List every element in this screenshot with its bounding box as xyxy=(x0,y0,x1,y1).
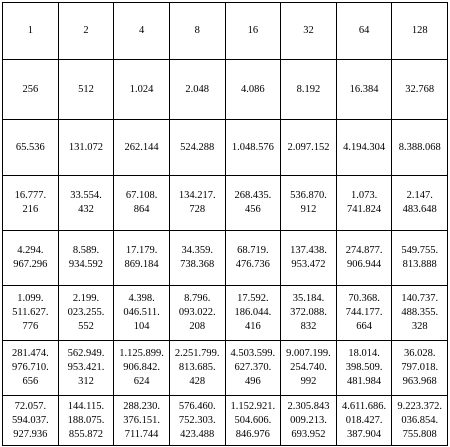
cell-text-line: 934.592 xyxy=(68,259,103,270)
table-cell xyxy=(3,60,59,120)
table-row xyxy=(3,176,448,231)
cell-text-line: 456 xyxy=(244,204,261,215)
cell-text-line: 576.460. xyxy=(178,400,216,412)
cell-text-line: 864 xyxy=(133,204,150,215)
table-cell xyxy=(392,176,448,231)
cell-text-line: 35.184. xyxy=(292,293,325,304)
cell-text-line: 2.305.843 xyxy=(287,400,330,412)
cell-text-line: 2.048 xyxy=(185,83,209,95)
cell-text-line: 33.554. xyxy=(70,190,102,201)
cell-text-line: 8.589. xyxy=(72,245,100,256)
table-cell xyxy=(225,286,281,341)
table-cell xyxy=(114,120,170,176)
cell-text-line: 70.368. xyxy=(348,293,380,304)
cell-text-line: 711.744 xyxy=(124,428,159,440)
cell-text-line: 208 xyxy=(189,321,206,332)
table-cell xyxy=(169,231,225,286)
cell-text-line: 018.427. xyxy=(345,414,383,426)
cell-text-line: 594.037. xyxy=(11,414,49,426)
cell-text-line: 186.044. xyxy=(234,307,272,318)
cell-text-line: 36.028. xyxy=(403,348,436,359)
cell-text-line: 2.199. xyxy=(72,293,100,304)
table-cell xyxy=(225,60,281,120)
cell-text-line: 624 xyxy=(133,376,150,387)
cell-text-line: 274.877. xyxy=(345,245,383,256)
cell-text-line: 17.592. xyxy=(237,293,269,304)
cell-text-line: 16.384 xyxy=(349,83,379,95)
cell-text-line: 869.184 xyxy=(124,259,159,270)
cell-text-line: 104 xyxy=(133,321,150,332)
cell-text-line: 188.075. xyxy=(67,414,105,426)
cell-text-line: 32.768 xyxy=(405,83,435,95)
cell-text-line: 627.370. xyxy=(234,362,272,373)
cell-text-line: 376.151. xyxy=(123,414,160,426)
cell-text-line: 2 xyxy=(83,25,89,36)
cell-text-line: 855.872 xyxy=(68,428,103,440)
cell-text-line: 2.097.152 xyxy=(287,141,330,153)
table-cell xyxy=(336,286,392,341)
table-cell xyxy=(114,60,170,120)
cell-text-line: 738.368 xyxy=(180,259,215,270)
table-cell xyxy=(225,231,281,286)
cell-text-line: 2.251.799. xyxy=(174,348,220,359)
cell-text-line: 524.288 xyxy=(180,141,215,153)
cell-text-line: 16.777. xyxy=(14,190,47,201)
cell-text-line: 741.824 xyxy=(347,204,382,215)
table-cell xyxy=(3,341,59,396)
table-cell xyxy=(336,396,392,446)
cell-text-line: 256 xyxy=(22,83,39,95)
cell-text-line: 832 xyxy=(300,321,317,332)
cell-text-line: 846.976 xyxy=(235,428,270,440)
cell-text-line: 416 xyxy=(244,321,261,332)
cell-text-line: 1.073. xyxy=(350,190,378,201)
cell-text-line: 664 xyxy=(356,321,372,332)
cell-text-line: 144.115. xyxy=(67,400,105,412)
cell-text-line: 4.398. xyxy=(128,293,155,304)
cell-text-line: 423.488 xyxy=(180,428,215,440)
table-cell xyxy=(58,120,114,176)
table-cell xyxy=(3,3,59,60)
table-cell xyxy=(58,176,114,231)
table-cell xyxy=(336,60,392,120)
cell-text-line: 496 xyxy=(244,376,261,387)
table-cell xyxy=(169,3,225,60)
cell-text-line: 432 xyxy=(78,204,94,215)
table-cell xyxy=(58,341,114,396)
table-cell xyxy=(281,341,337,396)
cell-text-line: 992 xyxy=(300,376,317,387)
table-row xyxy=(3,341,448,396)
cell-text-line: 8.796. xyxy=(184,293,211,304)
cell-text-line: 552 xyxy=(78,321,94,332)
table-cell xyxy=(281,120,337,176)
cell-text-line: 254.740. xyxy=(290,362,327,373)
table-cell xyxy=(114,231,170,286)
cell-text-line: 281.474. xyxy=(11,348,49,359)
table-row xyxy=(3,120,448,176)
table-cell xyxy=(281,176,337,231)
table-cell xyxy=(281,231,337,286)
cell-text-line: 1.152.921. xyxy=(230,400,276,412)
cell-text-line: 140.737. xyxy=(401,293,439,304)
cell-text-line: 813.685. xyxy=(178,362,216,373)
table-cell xyxy=(58,286,114,341)
table-cell xyxy=(3,176,59,231)
cell-text-line: 268.435. xyxy=(234,190,272,201)
cell-text-line: 4 xyxy=(138,25,145,36)
cell-text-line: 65.536 xyxy=(15,141,45,153)
cell-text-line: 953.472 xyxy=(291,259,326,270)
table-cell xyxy=(336,341,392,396)
table-row xyxy=(3,396,448,446)
cell-text-line: 72.057. xyxy=(14,400,47,412)
cell-text-line: 1.048.576 xyxy=(231,141,274,153)
cell-text-line: 093.022. xyxy=(178,307,216,318)
table-cell xyxy=(114,286,170,341)
cell-text-line: 18.014. xyxy=(348,348,380,359)
cell-text-line: 483.648 xyxy=(402,204,437,215)
cell-text-line: 511.627. xyxy=(12,307,49,318)
table-cell xyxy=(281,3,337,60)
table-cell xyxy=(169,60,225,120)
cell-text-line: 134.217. xyxy=(178,190,216,201)
table-cell xyxy=(225,3,281,60)
table-cell xyxy=(58,60,114,120)
table-cell xyxy=(114,341,170,396)
cell-text-line: 009.213. xyxy=(290,414,327,426)
cell-text-line: 67.108. xyxy=(125,190,158,201)
cell-text-line: 656 xyxy=(22,376,39,387)
cell-text-line: 131.072 xyxy=(68,141,103,153)
table-cell xyxy=(169,341,225,396)
table-cell xyxy=(225,341,281,396)
cell-text-line: 262.144 xyxy=(124,141,159,153)
cell-text-line: 476.736 xyxy=(235,259,270,270)
cell-text-line: 8.388.068 xyxy=(398,141,441,153)
table-cell xyxy=(336,120,392,176)
cell-text-line: 4.611.686. xyxy=(341,400,387,412)
table-row xyxy=(3,286,448,341)
cell-text-line: 9.223.372. xyxy=(397,400,442,412)
table-row xyxy=(3,231,448,286)
cell-text-line: 776 xyxy=(22,321,39,332)
cell-text-line: 512 xyxy=(78,83,94,95)
table-cell xyxy=(225,396,281,446)
cell-text-line: 4.503.599. xyxy=(230,348,276,359)
cell-text-line: 927.936 xyxy=(13,428,48,440)
table-cell xyxy=(392,231,448,286)
table-body xyxy=(3,3,448,446)
cell-text-line: 372.088. xyxy=(290,307,327,318)
powers-of-two-table xyxy=(2,2,448,446)
cell-text-line: 4.194.304 xyxy=(343,141,386,153)
cell-text-line: 2.147. xyxy=(406,190,433,201)
cell-text-line: 046.511. xyxy=(123,307,160,318)
table-cell xyxy=(336,231,392,286)
cell-text-line: 693.952 xyxy=(291,428,326,440)
cell-text-line: 16 xyxy=(247,25,259,36)
table-cell xyxy=(169,286,225,341)
cell-text-line: 1.125.899. xyxy=(119,348,164,359)
cell-text-line: 137.438. xyxy=(290,245,327,256)
cell-text-line: 312 xyxy=(78,376,94,387)
cell-text-line: 1 xyxy=(27,25,33,36)
cell-text-line: 1.099. xyxy=(17,293,44,304)
cell-text-line: 963.968 xyxy=(402,376,437,387)
cell-text-line: 68.719. xyxy=(237,245,269,256)
cell-text-line: 1.024 xyxy=(129,83,154,95)
cell-text-line: 536.870. xyxy=(290,190,327,201)
cell-text-line: 17.179. xyxy=(125,245,158,256)
cell-text-line: 036.854. xyxy=(401,414,439,426)
cell-text-line: 755.808 xyxy=(402,428,437,440)
table-cell xyxy=(225,176,281,231)
cell-text-line: 9.007.199. xyxy=(286,348,331,359)
cell-text-line: 953.421. xyxy=(67,362,105,373)
cell-text-line: 64 xyxy=(358,25,370,36)
cell-text-line: 023.255. xyxy=(67,307,105,318)
cell-text-line: 728 xyxy=(189,204,206,215)
cell-text-line: 4.086 xyxy=(241,83,265,95)
cell-text-line: 912 xyxy=(300,204,317,215)
cell-text-line: 328 xyxy=(411,321,428,332)
cell-text-line: 481.984 xyxy=(347,376,382,387)
table-cell xyxy=(392,3,448,60)
table-cell xyxy=(392,341,448,396)
table-cell xyxy=(225,120,281,176)
table-cell xyxy=(3,120,59,176)
table-cell xyxy=(392,60,448,120)
cell-text-line: 906.944 xyxy=(347,259,382,270)
table-cell xyxy=(58,231,114,286)
cell-text-line: 967.296 xyxy=(13,259,48,270)
table-cell xyxy=(281,286,337,341)
table-cell xyxy=(169,120,225,176)
table-cell xyxy=(392,396,448,446)
table-cell xyxy=(336,3,392,60)
cell-text-line: 216 xyxy=(22,204,39,215)
table-cell xyxy=(3,231,59,286)
cell-text-line: 744.177. xyxy=(345,307,383,318)
table-cell xyxy=(281,396,337,446)
table-row xyxy=(3,3,448,60)
table-row xyxy=(3,60,448,120)
cell-text-line: 128 xyxy=(411,25,428,36)
cell-text-line: 398.509. xyxy=(345,362,383,373)
cell-text-line: 976.710. xyxy=(11,362,49,373)
cell-text-line: 428 xyxy=(189,376,206,387)
table-cell xyxy=(392,286,448,341)
cell-text-line: 813.888 xyxy=(402,259,437,270)
table-cell xyxy=(3,396,59,446)
cell-text-line: 34.359. xyxy=(181,245,213,256)
table-cell xyxy=(281,60,337,120)
table-cell xyxy=(114,396,170,446)
cell-text-line: 4.294. xyxy=(17,245,44,256)
table-cell xyxy=(169,176,225,231)
table-cell xyxy=(336,176,392,231)
cell-text-line: 549.755. xyxy=(401,245,439,256)
cell-text-line: 504.606. xyxy=(234,414,272,426)
table-cell xyxy=(392,120,448,176)
cell-text-line: 8 xyxy=(194,25,200,36)
table-cell xyxy=(58,3,114,60)
cell-text-line: 562.949. xyxy=(67,348,105,359)
table-cell xyxy=(58,396,114,446)
table-cell xyxy=(169,396,225,446)
cell-text-line: 488.355. xyxy=(401,307,439,318)
cell-text-line: 387.904 xyxy=(347,428,382,440)
cell-text-line: 32 xyxy=(303,25,314,36)
cell-text-line: 906.842. xyxy=(123,362,160,373)
table-cell xyxy=(114,3,170,60)
table-cell xyxy=(3,286,59,341)
cell-text-line: 752.303. xyxy=(178,414,216,426)
cell-text-line: 797.018. xyxy=(401,362,439,373)
table-cell xyxy=(114,176,170,231)
cell-text-line: 288.230. xyxy=(123,400,160,412)
cell-text-line: 8.192 xyxy=(296,83,321,95)
